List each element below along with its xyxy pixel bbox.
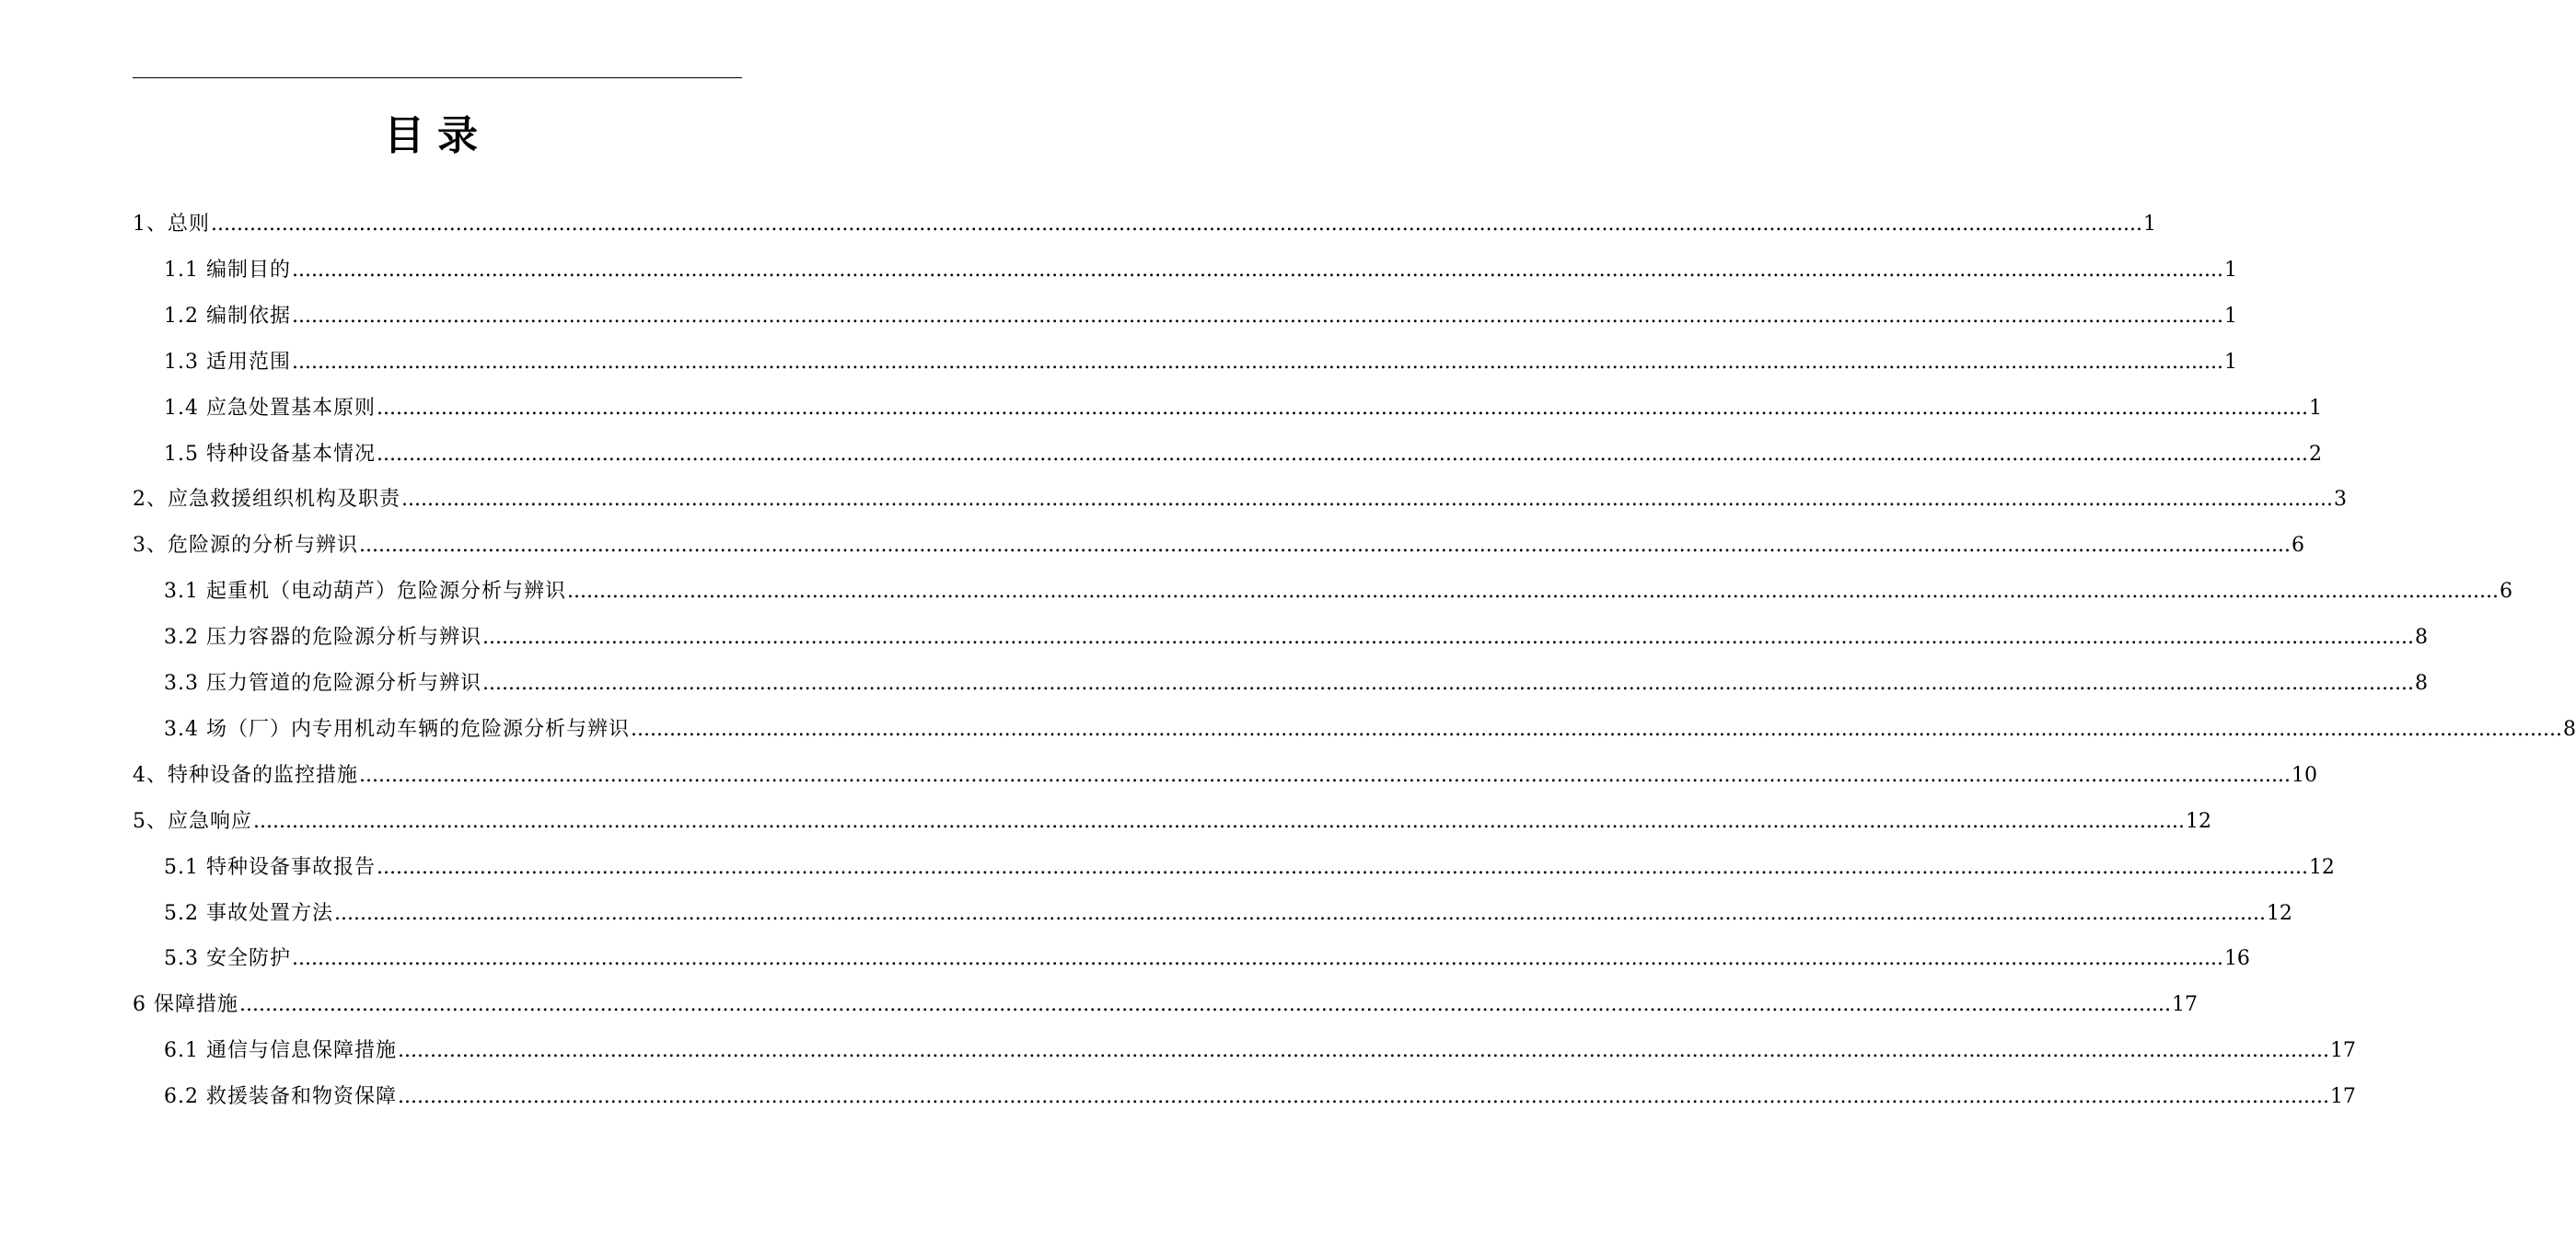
- toc-entry[interactable]: [164, 850, 2335, 886]
- toc-leader-dots: ............................................................................................................................................................................................................................................................................................................: [359, 763, 2291, 787]
- toc-entry-text: 2、应急救援组织机构及职责: [133, 488, 400, 512]
- toc-leader-dots: ............................................................................................................................................................................................................................................................................................................: [291, 350, 2223, 374]
- toc-entry[interactable]: [164, 436, 2322, 473]
- toc-leader-dots: ............................................................................................................................................................................................................................................................................................................: [566, 580, 2499, 604]
- toc-page-number: 12: [2185, 809, 2211, 833]
- toc-entry[interactable]: [164, 896, 2292, 932]
- toc-leader-dots: ............................................................................................................................................................................................................................................................................................................: [211, 213, 2142, 236]
- toc-page-number: 1: [2223, 304, 2237, 328]
- toc-page-number: 1: [2308, 396, 2322, 420]
- toc-page-number: 6: [2499, 580, 2512, 604]
- toc-entry[interactable]: [164, 573, 2512, 610]
- toc-leader-dots: ............................................................................................................................................................................................................................................................................................................: [376, 855, 2308, 879]
- toc-entry-text: 5.1 特种设备事故报告: [164, 855, 376, 879]
- toc-entry-text: 4、特种设备的监控措施: [133, 763, 358, 787]
- toc-entry[interactable]: [164, 1079, 2356, 1116]
- toc-leader-dots: ............................................................................................................................................................................................................................................................................................................: [291, 304, 2223, 328]
- toc-page-number: 6: [2291, 534, 2304, 558]
- toc-leader-dots: ............................................................................................................................................................................................................................................................................................................: [239, 993, 2171, 1017]
- toc-entry-text: 1、总则: [133, 213, 210, 236]
- toc-entry-text: 1.1 编制目的: [164, 258, 291, 282]
- toc-page-number: 12: [2266, 901, 2292, 925]
- toc-entry-text: 1.5 特种设备基本情况: [164, 442, 376, 466]
- toc-entry-text: 5.3 安全防护: [164, 947, 291, 971]
- toc-entry[interactable]: [164, 711, 2576, 748]
- toc-page-number: 17: [2329, 1085, 2356, 1109]
- toc-entry[interactable]: [133, 481, 2347, 518]
- toc-entry-text: 5.2 事故处置方法: [164, 901, 333, 925]
- toc-entry[interactable]: [164, 390, 2322, 427]
- toc-page-number: 1: [2223, 258, 2237, 282]
- toc-page-number: 3: [2333, 488, 2347, 512]
- toc-leader-dots: ............................................................................................................................................................................................................................................................................................................: [359, 534, 2291, 558]
- toc-page-number: 17: [2171, 993, 2198, 1017]
- toc-entry-text: 3.3 压力管道的危险源分析与辨识: [164, 672, 482, 695]
- toc-leader-dots: ............................................................................................................................................................................................................................................................................................................: [253, 809, 2185, 833]
- toc-entry-text: 3.4 场（厂）内专用机动车辆的危险源分析与辨识: [164, 717, 630, 741]
- toc-entry-text: 1.4 应急处置基本原则: [164, 396, 376, 420]
- toc-leader-dots: ............................................................................................................................................................................................................................................................................................................: [397, 1085, 2329, 1109]
- toc-entry-text: 3、危险源的分析与辨识: [133, 534, 358, 558]
- toc-page-number: 16: [2223, 947, 2250, 971]
- toc-leader-dots: ............................................................................................................................................................................................................................................................................................................: [333, 901, 2266, 925]
- toc-leader-dots: ............................................................................................................................................................................................................................................................................................................: [291, 947, 2223, 971]
- toc-page-number: 8: [2562, 717, 2576, 741]
- toc-page-number: 12: [2308, 855, 2335, 879]
- toc-entry-text: 6 保障措施: [133, 993, 238, 1017]
- toc-leader-dots: ............................................................................................................................................................................................................................................................................................................: [630, 717, 2562, 741]
- toc-page-number: 8: [2414, 672, 2428, 695]
- toc-entry[interactable]: [133, 206, 2156, 243]
- toc-leader-dots: ............................................................................................................................................................................................................................................................................................................: [376, 396, 2308, 420]
- toc-page-number: 10: [2291, 763, 2317, 787]
- toc-leader-dots: ............................................................................................................................................................................................................................................................................................................: [376, 442, 2308, 466]
- toc-entry-text: 6.1 通信与信息保障措施: [164, 1039, 397, 1063]
- toc-entry-text: 3.1 起重机（电动葫芦）危险源分析与辨识: [164, 580, 566, 604]
- toc-entry[interactable]: [164, 619, 2428, 656]
- toc-page-number: 1: [2142, 213, 2156, 236]
- toc-entry[interactable]: [133, 757, 2317, 794]
- toc-entry[interactable]: [164, 344, 2237, 381]
- toc-page-number: 8: [2414, 626, 2428, 650]
- toc-entry[interactable]: [164, 1033, 2356, 1069]
- toc-leader-dots: ............................................................................................................................................................................................................................................................................................................: [397, 1039, 2329, 1063]
- toc-leader-dots: ............................................................................................................................................................................................................................................................................................................: [482, 626, 2414, 650]
- toc-entry-text: 1.3 适用范围: [164, 350, 291, 374]
- toc-title: 目录: [384, 112, 491, 159]
- toc-page-number: 2: [2308, 442, 2322, 466]
- header-rule: [133, 77, 742, 78]
- toc-entry[interactable]: [164, 298, 2237, 335]
- toc-entry[interactable]: [164, 252, 2237, 289]
- toc-entry-text: 5、应急响应: [133, 809, 252, 833]
- toc-leader-dots: ............................................................................................................................................................................................................................................................................................................: [401, 488, 2333, 512]
- toc-leader-dots: ............................................................................................................................................................................................................................................................................................................: [291, 258, 2223, 282]
- toc-entry[interactable]: [133, 527, 2304, 564]
- toc-entry-text: 3.2 压力容器的危险源分析与辨识: [164, 626, 482, 650]
- toc-entry[interactable]: [164, 941, 2250, 977]
- toc-leader-dots: ............................................................................................................................................................................................................................................................................................................: [482, 672, 2414, 695]
- toc-page-number: 1: [2223, 350, 2237, 374]
- toc-entry[interactable]: [133, 987, 2198, 1023]
- toc-entry[interactable]: [133, 803, 2211, 840]
- toc-entry[interactable]: [164, 665, 2428, 702]
- toc-entry-text: 1.2 编制依据: [164, 304, 291, 328]
- toc-page-number: 17: [2329, 1039, 2356, 1063]
- toc-entry-text: 6.2 救援装备和物资保障: [164, 1085, 397, 1109]
